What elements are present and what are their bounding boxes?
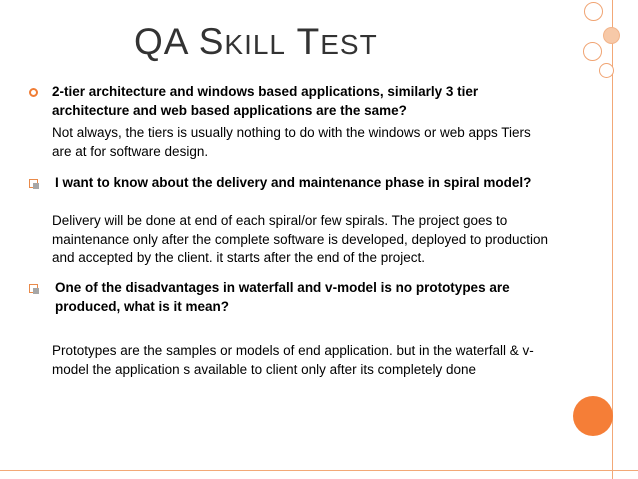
square-bullet-icon xyxy=(29,179,38,188)
decorative-circle xyxy=(584,2,603,21)
answer-2: Delivery will be done at end of each spiral/or few spirals. The project goes to maintenance only after the complete software is developed, deployed to production and accepted by the client. it starts after the end of the project. xyxy=(52,213,549,265)
slide-frame-horizontal-line xyxy=(0,470,638,471)
decorative-circle xyxy=(603,27,620,44)
slide-title: QA SKILL TEST xyxy=(134,21,378,62)
decorative-orange-dot xyxy=(573,396,613,436)
question-3: One of the disadvantages in waterfall and v-model is no prototypes are produced, what is it mean? xyxy=(55,280,510,314)
question-1: 2-tier architecture and windows based applications, similarly 3 tier architecture and web based applications are the same? xyxy=(52,84,479,118)
decorative-circle xyxy=(583,42,602,61)
circle-bullet-icon xyxy=(29,88,38,97)
square-bullet-icon xyxy=(29,284,38,293)
question-2: I want to know about the delivery and maintenance phase in spiral model? xyxy=(55,175,532,190)
answer-3: Prototypes are the samples or models of end application. but in the waterfall & v-model the application s available to client only after its completely done xyxy=(52,343,534,377)
answer-1: Not always, the tiers is usually nothing to do with the windows or web apps Tiers are at for software design. xyxy=(52,125,531,159)
decorative-circle xyxy=(599,63,614,78)
